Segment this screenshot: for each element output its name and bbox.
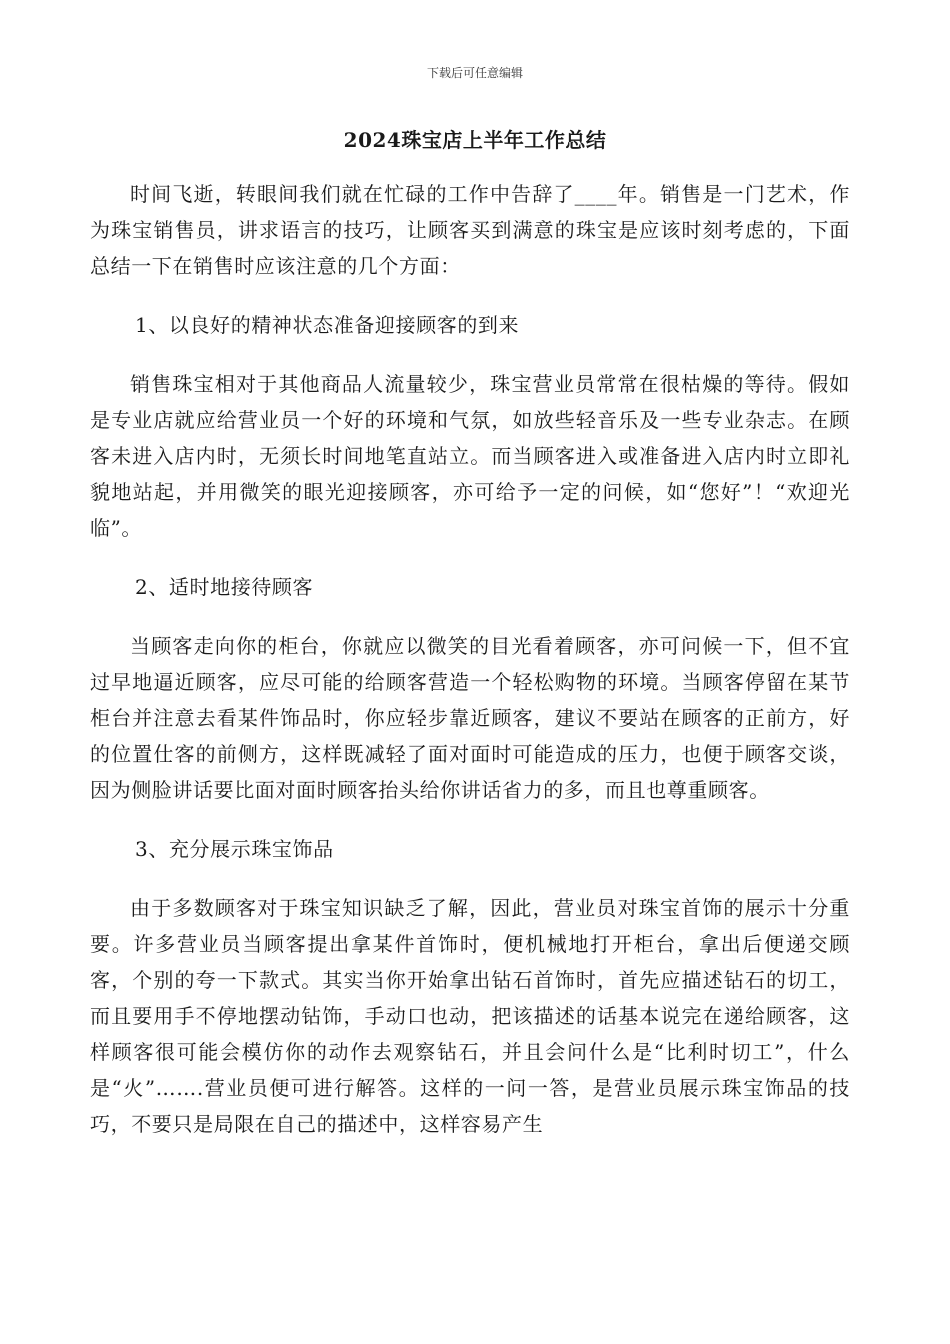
header-note: 下载后可任意编辑 [426,66,523,80]
document-body [90,176,850,1142]
section-heading-1: 1、以良好的精神状态准备迎接顾客的到来 [135,313,520,337]
section-heading-3: 3、充分展示珠宝饰品 [135,837,334,861]
section-body-2: 当顾客走向你的柜台，你就应以微笑的目光看着顾客，亦可问候一下，但不宜过早地逼近顾客，应尽可能的给顾客营造一个轻松购物的环境。当顾客停留在某节柜台并注意去看某件饰品时，你应轻步靠近顾客，建议不要站在顾客的正前方，好的位置仕客的前侧方，这样既减轻了面对面时可能造成的压力，也便于顾客交谈，因为侧脸讲话要比面对面时顾客抬头给你讲话省力的多，而且也尊重顾客。 [90,634,850,802]
section-heading-2: 2、适时地接待顾客 [135,575,314,599]
section-body-1: 销售珠宝相对于其他商品人流量较少，珠宝营业员常常在很枯燥的等待。假如是专业店就应给营业员一个好的环境和气氛，如放些轻音乐及一些专业杂志。在顾客未进入店内时，无须长时间地笔直站立。而当顾客进入或准备进入店内时立即礼貌地站起，并用微笑的眼光迎接顾客，亦可给予一定的问候，如“您好”！“欢迎光临”。 [90,372,850,540]
section-body-3: 由于多数顾客对于珠宝知识缺乏了解，因此，营业员对珠宝首饰的展示十分重要。许多营业员当顾客提出拿某件首饰时，便机械地打开柜台，拿出后便递交顾客，个别的夸一下款式。其实当你开始拿出钻石首饰时，首先应描述钻石的切工，而且要用手不停地摆动钻饰，手动口也动，把该描述的话基本说完在递给顾客，这样顾客很可能会模仿你的动作去观察钻石，并且会问什么是“比利时切工”，什么是“火”…….营业员便可进行解答。这样的一问一答，是营业员展示珠宝饰品的技巧，不要只是局限在自己的描述中，这样容易产生 [90,896,850,1136]
intro-paragraph: 时间飞逝，转眼间我们就在忙碌的工作中告辞了____年。销售是一门艺术，作为珠宝销售员，讲求语言的技巧，让顾客买到满意的珠宝是应该时刻考虑的，下面总结一下在销售时应该注意的几个方面： [90,182,850,278]
document-title: 2024珠宝店上半年工作总结 [343,128,607,152]
